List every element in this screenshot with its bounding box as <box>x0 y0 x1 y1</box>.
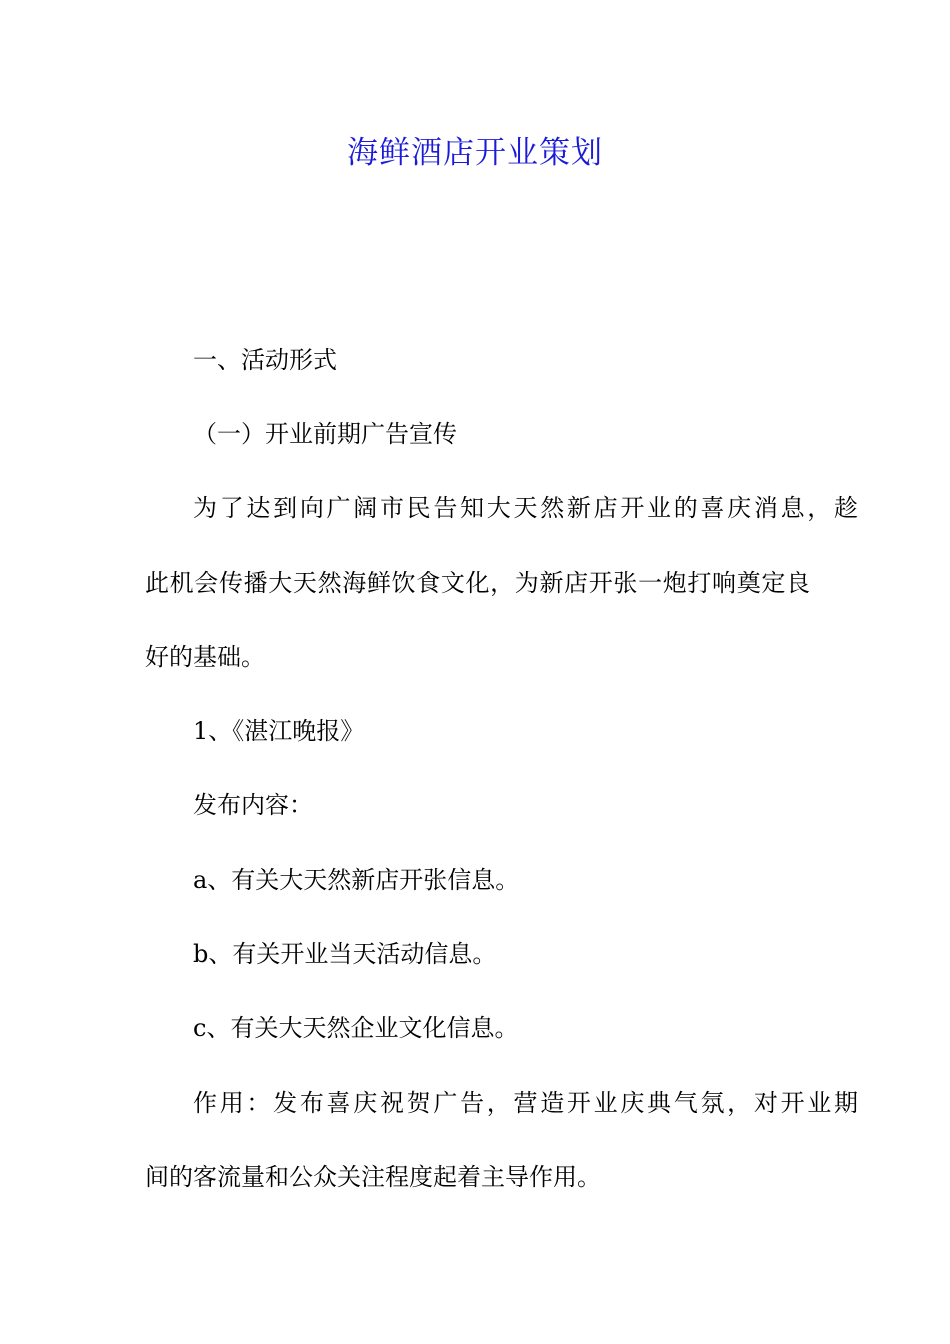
paragraph-line: 间的客流量和公众关注程度起着主导作用。 <box>145 1163 601 1191</box>
list-heading: 1、《湛江晚报》 <box>193 717 365 745</box>
list-item: b、有关开业当天活动信息。 <box>193 940 497 968</box>
document-title: 海鲜酒店开业策划 <box>347 135 603 171</box>
list-item: c、有关大天然企业文化信息。 <box>193 1014 519 1042</box>
paragraph-line: 为了达到向广阔市民告知大天然新店开业的喜庆消息，趁 <box>193 494 858 522</box>
subsection-heading: （一）开业前期广告宣传 <box>193 420 457 448</box>
content-label: 发布内容： <box>193 791 313 819</box>
paragraph-line: 此机会传播大天然海鲜饮食文化，为新店开张一炮打响奠定良 <box>145 569 810 597</box>
paragraph-line: 好的基础。 <box>145 643 265 671</box>
section-heading: 一、活动形式 <box>193 346 337 374</box>
paragraph-line: 作用：发布喜庆祝贺广告，营造开业庆典气氛，对开业期 <box>193 1089 858 1117</box>
list-item: a、有关大天然新店开张信息。 <box>193 866 520 894</box>
